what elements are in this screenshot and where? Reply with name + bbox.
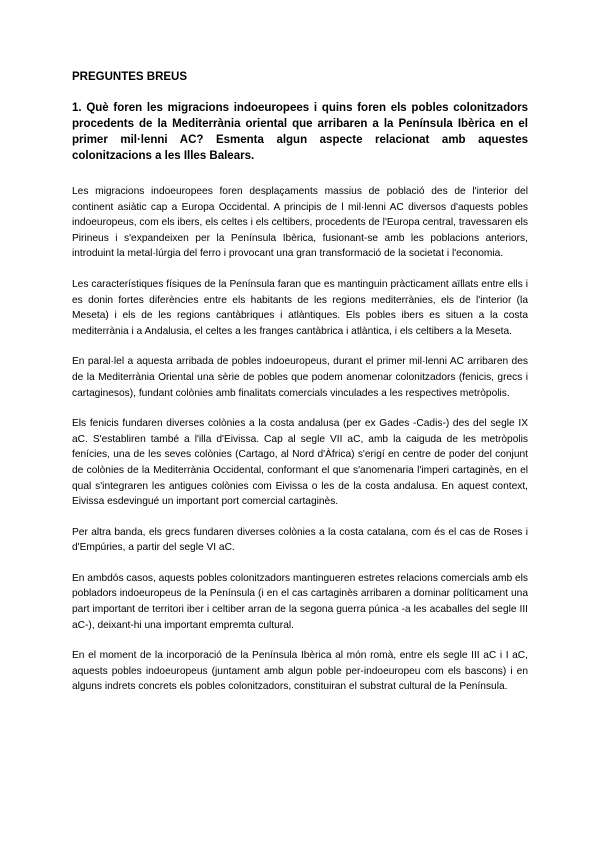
paragraph-indoeuropean-migrations: Les migracions indoeuropees foren desplaçaments massius de població des de l'interior del continent asiàtic cap a Europa Occidental. A principis de l mil·lenni AC diversos d'aquests pobles indoeuropeus, com els ibers, els celtes i els celtibers, procedents de l'Europa central, travessaren els Pirineus i s'expandeixen per la Península Ibèrica, fusionant-se amb les poblacions anteriors, introduint la metal·lúrgia del ferro i provocant una gran transformació de la societat i l'economia. [72, 186, 528, 260]
paragraph-colonizers-arrival: En paral·lel a aquesta arribada de pobles indoeuropeus, durant el primer mil·lenni AC arribaren des de la Mediterrània Oriental una sèrie de pobles que podem anomenar colonitzadors (fenicis, grecs i cartaginesos), fundant colònies amb finalitats comercials vinculades a les respectives metròpolis. [72, 356, 528, 399]
paragraph-phoenicians: Els fenicis fundaren diverses colònies a la costa andalusa (per ex Gades -Cadis-) des del segle IX aC. S'establiren també a l'illa d'Eivissa. Cap al segle VII aC, amb la caiguda de les metròpolis fenícies, una de les seves colònies (Cartago, al Nord d'Àfrica) s'erigí en centre de poder del conjunt de colònies de la Mediterrània Occidental, conformant el que s'anomenaria l'imperi cartaginès, en el qual s'integraren les antigues colònies com Eivissa o les de la costa andalusa. En aquest context, Eivissa esdevingué un important port comercial cartaginès. [72, 418, 528, 508]
paragraph-roman-incorporation: En el moment de la incorporació de la Península Ibèrica al món romà, entre els segle III aC i I aC, aquests pobles indoeuropeus (juntament amb algun poble per-indoeuropeu com els bascons) i en alguns indrets concrets els pobles colonitzadors, constituiran el substrat cultural de la Península. [72, 650, 528, 693]
paragraph-peninsula-geography: Les característiques físiques de la Península faran que es mantinguin pràcticament aïllats entre ells i es donin fortes diferències entre els habitants de les regions mediterrànies, els de l'interior (la Meseta) i els de les regions cantàbriques i atlàntiques. Els pobles ibers es situen a la costa mediterrània i a Andalusia, el celtes a les franges cantàbrica i atlàntica, i els celtibers a la Meseta. [72, 278, 528, 337]
question-heading: 1. Què foren les migracions indoeuropees i quins foren els pobles colonitzadors procedents de la Mediterrània oriental que arribaren a la Península Ibèrica en el primer mil·lenni AC? Esmenta algun aspecte relacionat amb aquestes colonitzacions a les Illes Balears. [72, 102, 528, 162]
section-title: PREGUNTES BREUS [72, 71, 188, 83]
paragraph-commercial-relations: En ambdós casos, aquests pobles colonitzadors mantingueren estretes relacions comercials amb els pobladors indoeuropeus de la Península (i en el cas cartaginès arribaren a dominar políticament una part important de territori iber i celtiber arran de la segona guerra púnica -a les acaballes del segle III aC-), deixant-hi una important empremta cultural. [72, 572, 528, 631]
document-page [72, 70, 528, 710]
paragraph-greeks: Per altra banda, els grecs fundaren diverses colònies a la costa catalana, com és el cas de Roses i d'Empúries, a partir del segle VI aC. [72, 526, 528, 554]
